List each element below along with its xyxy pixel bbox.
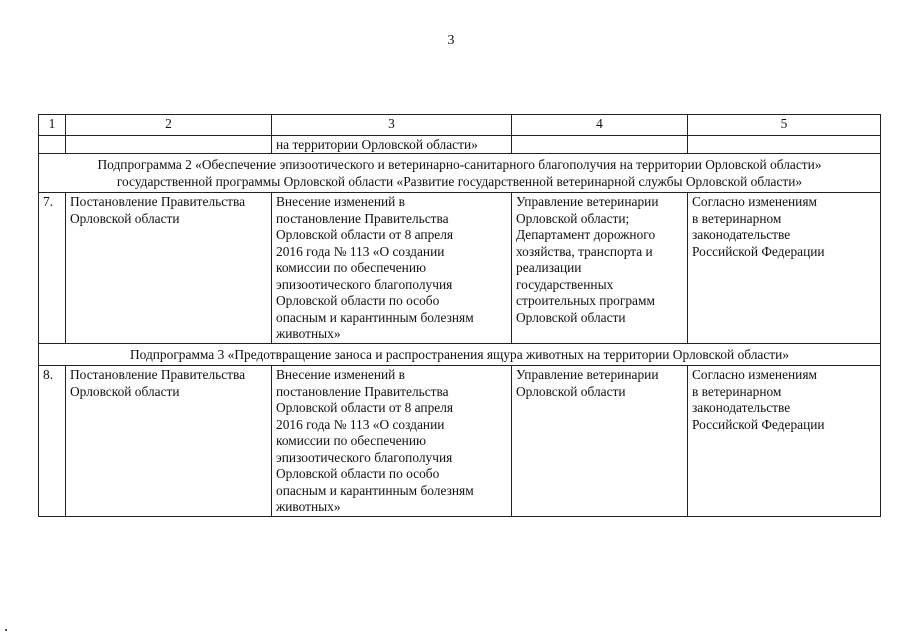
line: 2016 года № 113 «О создании [276,243,445,259]
subprogram-2-heading [39,154,881,193]
cell-blank [688,135,881,154]
line: постановление Правительства [276,210,449,226]
line: Орловской области [70,383,180,399]
line: Орловской области по особо [276,293,440,308]
column-header-5: 5 [688,115,881,136]
subprogram-3-line-1: Подпрограмма 3 «Предотвращение заноса и распространения ящура животных на территории Орловской области» [129,346,790,362]
cell-legal-act [66,366,272,517]
line: эпизоотического благополучия [276,276,453,292]
line: в ветеринарном [692,383,782,399]
cell-blank [66,135,272,154]
cell-continuation-text: на территории Орловской области» [272,135,512,154]
line: законодательстве [692,400,791,415]
subprogram-3-heading-row [39,343,881,366]
line: комиссии по обеспечению [276,260,427,275]
line: животных» [276,326,341,341]
line: Орловской области от 8 апреля [276,400,454,415]
cell-change-description [272,193,512,344]
line: Согласно изменениям [692,367,817,382]
line: Орловской области [516,309,626,325]
table-row-7 [39,193,881,344]
line: опасным и карантинным болезням [276,309,474,325]
line: опасным и карантинным болезням [276,482,474,498]
line: Постановление Правительства [70,194,246,209]
line: Орловской области по особо [276,466,440,481]
column-header-3: 3 [272,115,512,136]
line: эпизоотического благополучия [276,449,453,465]
line: Российской Федерации [692,416,825,432]
line: животных» [276,499,341,514]
measures-table [38,114,881,517]
line: строительных программ [516,293,655,308]
cell-legal-act [66,193,272,344]
cell-blank [512,135,688,154]
line: Постановление Правительства [70,367,246,382]
row-number: 8. [39,366,66,517]
scan-speck [5,629,7,631]
column-header-4: 4 [512,115,688,136]
line: комиссии по обеспечению [276,433,427,448]
line: реализации [516,260,582,275]
continuation-row [39,135,881,154]
cell-responsible [512,193,688,344]
line: в ветеринарном [692,210,782,226]
line: Согласно изменениям [692,194,817,209]
line: государственных [516,276,614,292]
line: Российской Федерации [692,243,825,259]
row-number: 7. [39,193,66,344]
cell-blank [39,135,66,154]
line: Управление ветеринарии [516,367,659,382]
line: законодательстве [692,227,791,242]
line: хозяйства, транспорта и [516,243,653,259]
cell-responsible [512,366,688,517]
cell-deadline [688,366,881,517]
line: Департамент дорожного [516,227,656,242]
column-header-2: 2 [66,115,272,136]
column-number-row [39,115,881,136]
column-header-1: 1 [39,115,66,136]
subprogram-3-heading [39,343,881,366]
line: постановление Правительства [276,383,449,399]
subprogram-2-line-1: Подпрограмма 2 «Обеспечение эпизоотического и ветеринарно-санитарного благополучия на территории Орловской области» [97,157,822,172]
line: 2016 года № 113 «О создании [276,416,445,432]
line: Внесение изменений в [276,194,406,209]
line: Орловской области от 8 апреля [276,227,454,242]
subprogram-2-heading-row [39,154,881,193]
line: Орловской области; [516,210,630,226]
line: Орловской области [516,383,626,399]
subprogram-2-line-2: государственной программы Орловской области «Развитие государственной ветеринарной службы Орловской области» [116,173,803,189]
table-row-8 [39,366,881,517]
cell-change-description [272,366,512,517]
line: Орловской области [70,210,180,226]
line: Внесение изменений в [276,367,406,382]
cell-deadline [688,193,881,344]
line: Управление ветеринарии [516,194,659,209]
page-number: 3 [447,33,455,48]
